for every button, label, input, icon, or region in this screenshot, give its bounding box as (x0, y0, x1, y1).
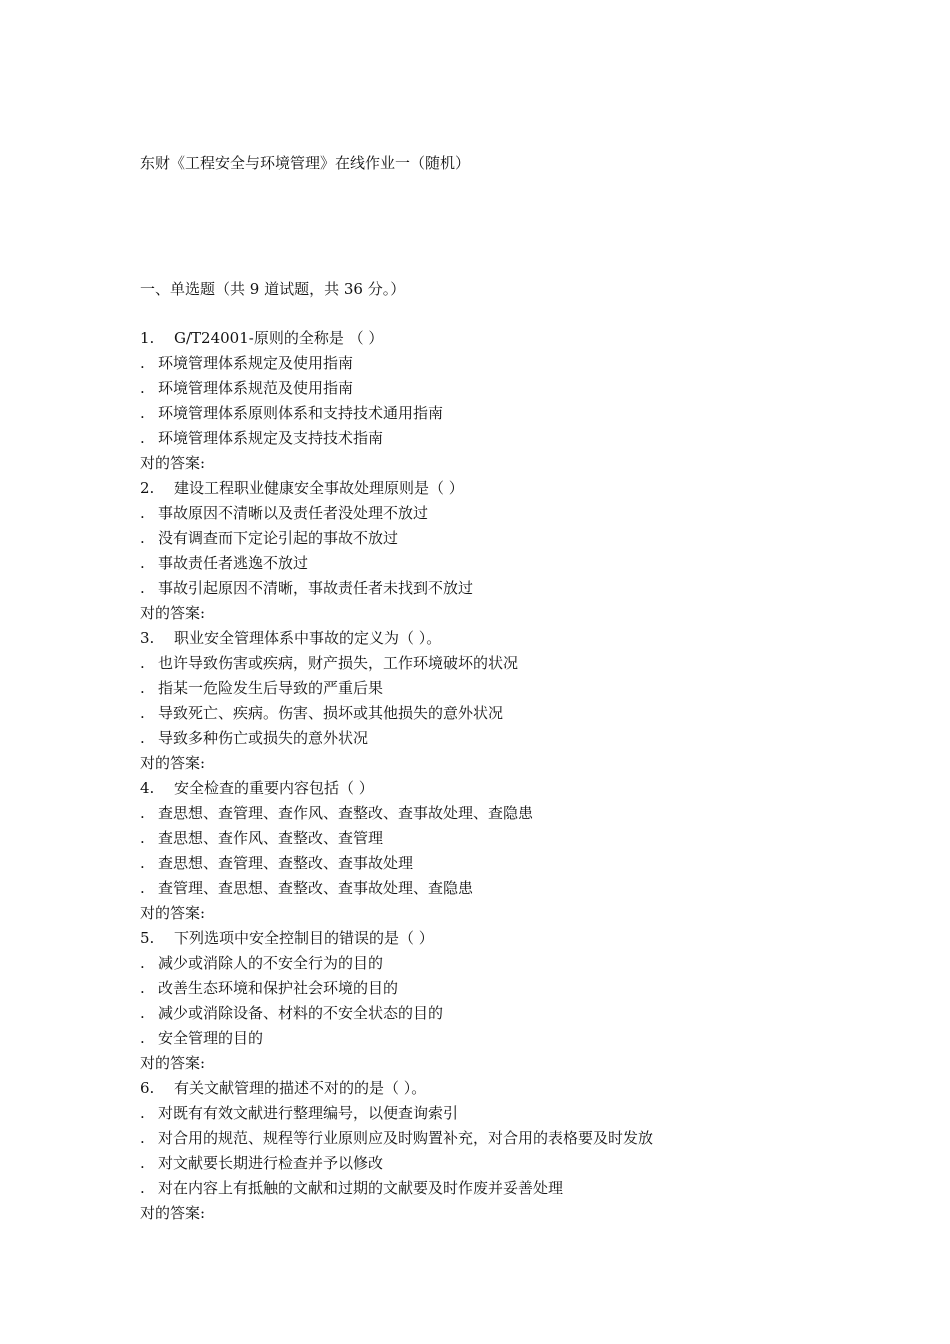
answer-option (140, 526, 920, 551)
option-text: 对既有有效文献进行整理编号，以便查询索引 (158, 1104, 459, 1122)
option-marker: . (140, 1104, 145, 1122)
answer-label: 对的答案: (140, 1054, 206, 1072)
option-text: 查思想、查管理、查作风、查整改、查事故处理、查隐患 (158, 804, 534, 822)
option-marker: . (140, 829, 145, 847)
option-text: 查管理、查思想、查整改、查事故处理、查隐患 (158, 879, 474, 897)
answer-option (140, 576, 920, 601)
option-text: 环境管理体系原则体系和支持技术通用指南 (158, 404, 444, 422)
question-number: 2. (140, 479, 155, 497)
answer-option (140, 1151, 920, 1176)
option-text: 减少或消除设备、材料的不安全状态的目的 (158, 1004, 444, 1022)
option-marker: . (140, 504, 145, 522)
option-marker: . (140, 879, 145, 897)
answer-option (140, 1176, 920, 1201)
answer-option (140, 726, 920, 751)
answer-option (140, 676, 920, 701)
option-text: 事故原因不清晰以及责任者没处理不放过 (158, 504, 429, 522)
question-stem (140, 476, 920, 501)
option-text: 没有调查而下定论引起的事故不放过 (158, 529, 399, 547)
question-number: 3. (140, 629, 155, 647)
option-text: 改善生态环境和保护社会环境的目的 (158, 979, 399, 997)
option-marker: . (140, 354, 145, 372)
answer-option (140, 876, 920, 901)
option-text: 对在内容上有抵触的文献和过期的文献要及时作废并妥善处理 (158, 1179, 564, 1197)
option-marker: . (140, 1179, 145, 1197)
option-text: 对合用的规范、规程等行业原则应及时购置补充，对合用的表格要及时发放 (158, 1129, 654, 1147)
question-number: 6. (140, 1079, 155, 1097)
question-number: 5. (140, 929, 155, 947)
option-marker: . (140, 1004, 145, 1022)
option-marker: . (140, 404, 145, 422)
question-text: 建设工程职业健康安全事故处理原则是（ ） (174, 479, 464, 497)
answer-option (140, 1101, 920, 1126)
answer-option (140, 801, 920, 826)
option-text: 对文献要长期进行检查并予以修改 (158, 1154, 384, 1172)
answer-option (140, 826, 920, 851)
answer-option (140, 976, 920, 1001)
question-stem (140, 1076, 920, 1101)
answer-label: 对的答案: (140, 604, 206, 622)
answer-label: 对的答案: (140, 1204, 206, 1222)
option-text: 导致死亡、疾病。伤害、损坏或其他损失的意外状况 (158, 704, 504, 722)
option-marker: . (140, 704, 145, 722)
option-marker: . (140, 979, 145, 997)
option-text: 环境管理体系规定及支持技术指南 (158, 429, 384, 447)
option-text: 事故引起原因不清晰，事故责任者未找到不放过 (158, 579, 474, 597)
option-marker: . (140, 679, 145, 697)
answer-label: 对的答案: (140, 454, 206, 472)
option-marker: . (140, 854, 145, 872)
option-marker: . (140, 579, 145, 597)
answer-option (140, 401, 920, 426)
question-stem (140, 326, 920, 351)
answer-option (140, 351, 920, 376)
option-marker: . (140, 954, 145, 972)
answer-option (140, 951, 920, 976)
question-number: 4. (140, 779, 155, 797)
option-marker: . (140, 1029, 145, 1047)
answer-option (140, 1126, 920, 1151)
option-text: 也许导致伤害或疾病，财产损失，工作环境破坏的状况 (158, 654, 519, 672)
question-text: 有关文献管理的描述不对的的是（ ）。 (174, 1079, 427, 1097)
option-text: 环境管理体系规范及使用指南 (158, 379, 354, 397)
question-number: 1. (140, 329, 155, 347)
question-text: 下列选项中安全控制目的错误的是（ ） (174, 929, 434, 947)
answer-option (140, 501, 920, 526)
answer-option (140, 1026, 920, 1051)
answer-option (140, 551, 920, 576)
answer-option (140, 376, 920, 401)
option-marker: . (140, 654, 145, 672)
section-heading: 一、单选题（共 9 道试题，共 36 分。） (140, 280, 406, 298)
option-text: 环境管理体系规定及使用指南 (158, 354, 354, 372)
option-text: 事故责任者逃逸不放过 (158, 554, 309, 572)
answer-option (140, 701, 920, 726)
option-marker: . (140, 429, 145, 447)
answer-option (140, 851, 920, 876)
question-stem (140, 776, 920, 801)
question-text: 职业安全管理体系中事故的定义为（ ）。 (174, 629, 442, 647)
question-text: 安全检查的重要内容包括（ ） (174, 779, 374, 797)
question-text: G/T24001-原则的全称是 （ ） (174, 329, 384, 347)
option-text: 查思想、查管理、查整改、查事故处理 (158, 854, 414, 872)
answer-label: 对的答案: (140, 754, 206, 772)
option-text: 减少或消除人的不安全行为的目的 (158, 954, 384, 972)
answer-label: 对的答案: (140, 904, 206, 922)
answer-option (140, 1001, 920, 1026)
option-text: 查思想、查作风、查整改、查管理 (158, 829, 384, 847)
option-marker: . (140, 529, 145, 547)
option-marker: . (140, 554, 145, 572)
option-text: 导致多种伤亡或损失的意外状况 (158, 729, 369, 747)
option-marker: . (140, 379, 145, 397)
question-stem (140, 926, 920, 951)
option-marker: . (140, 729, 145, 747)
question-stem (140, 626, 920, 651)
option-marker: . (140, 1154, 145, 1172)
answer-option (140, 426, 920, 451)
answer-option (140, 651, 920, 676)
option-marker: . (140, 804, 145, 822)
document-title: 东财《工程安全与环境管理》在线作业一（随机） (140, 154, 471, 172)
option-marker: . (140, 1129, 145, 1147)
option-text: 安全管理的目的 (158, 1029, 264, 1047)
option-text: 指某一危险发生后导致的严重后果 (158, 679, 384, 697)
question-list (140, 326, 920, 1226)
